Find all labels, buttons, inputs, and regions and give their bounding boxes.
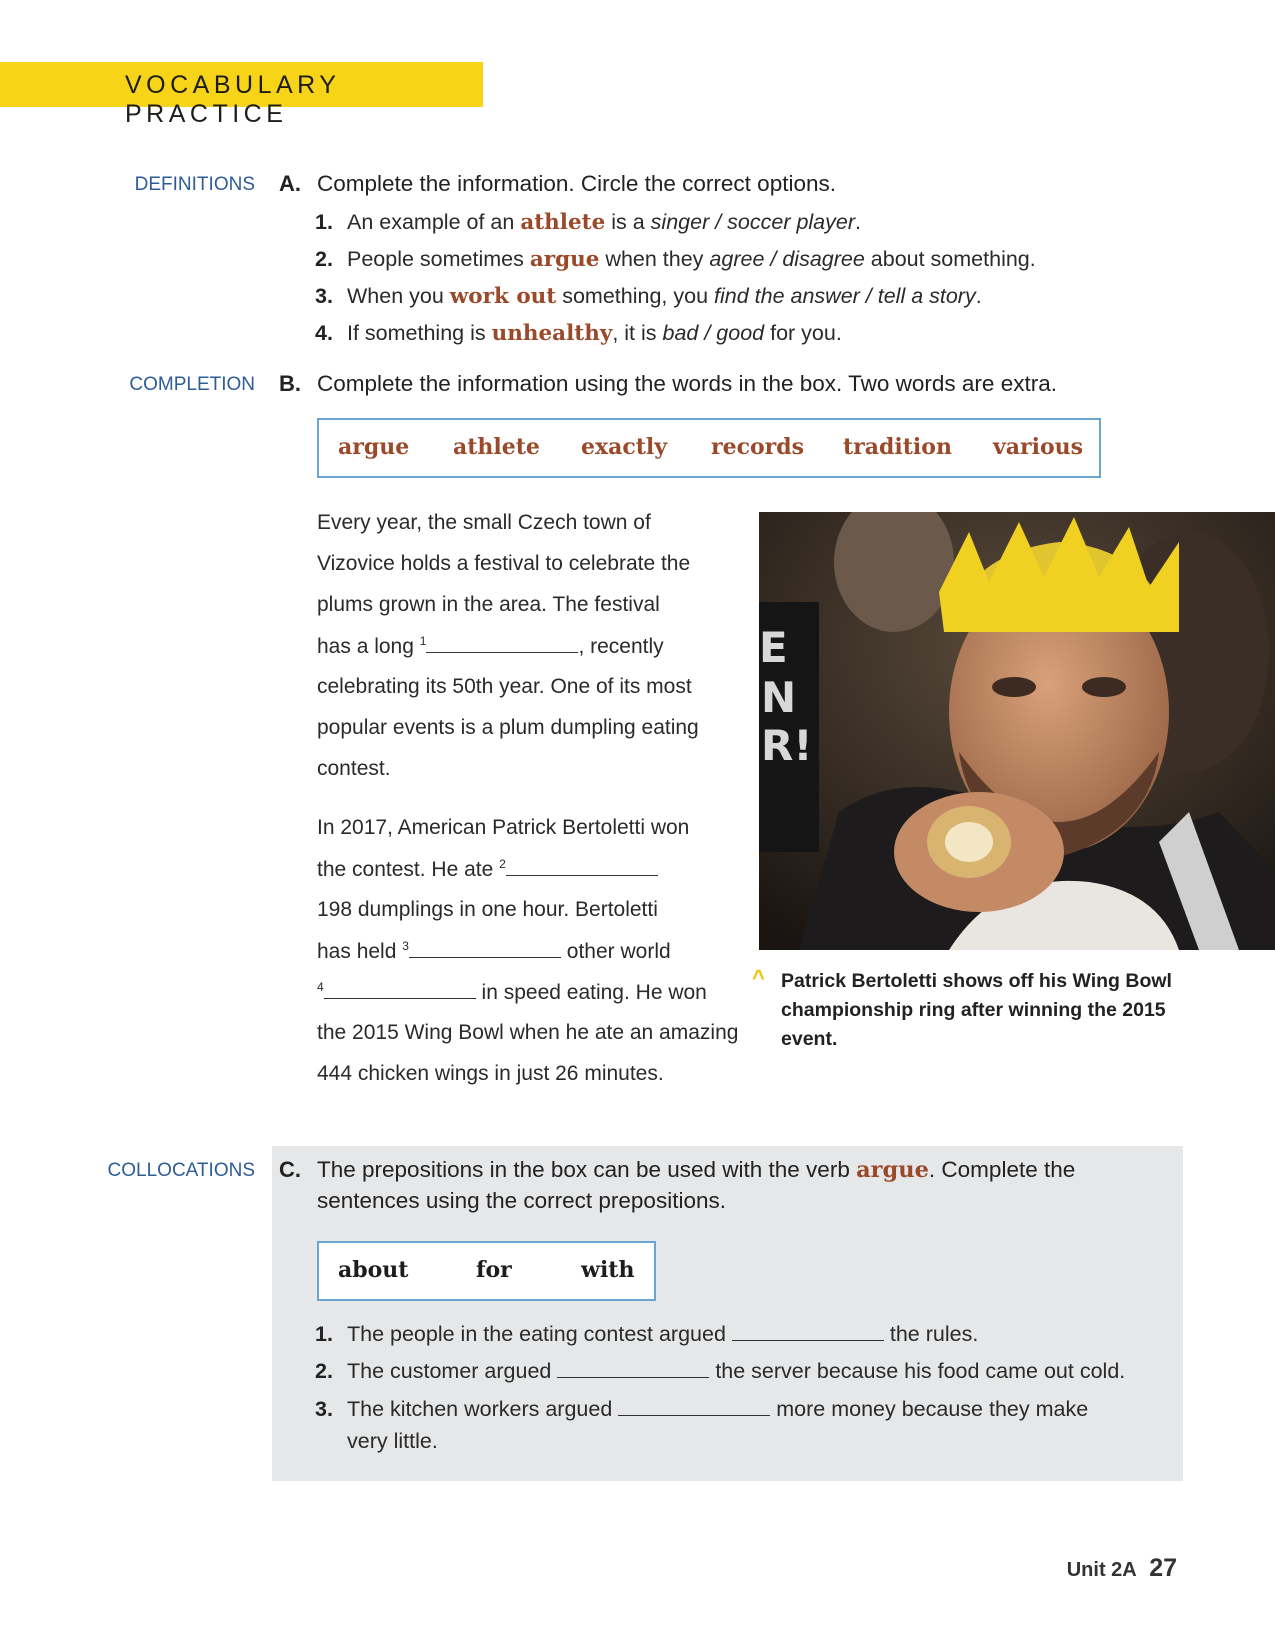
svg-text:R!: R! xyxy=(761,721,813,770)
blank-number: 2 xyxy=(499,857,506,871)
page-footer xyxy=(1067,1554,1177,1583)
paragraph-text: has held xyxy=(317,940,397,963)
definition-item-2 xyxy=(315,247,1036,272)
paragraph-line: Vizovice holds a festival to celebrate the xyxy=(317,552,691,575)
collocation-item-3 xyxy=(315,1397,1088,1422)
side-label-collocations: COLLOCATIONS xyxy=(107,1160,255,1181)
item-text: is a xyxy=(605,210,651,234)
item-text: The people in the eating contest argued xyxy=(347,1322,732,1346)
section-b-instruction: Complete the information using the words in the box. Two words are extra. xyxy=(317,371,1057,396)
item-text: the rules. xyxy=(883,1322,979,1346)
word-box-item: various xyxy=(993,434,1084,460)
blank-number: 4 xyxy=(317,980,324,994)
paragraph-line: 198 dumplings in one hour. Bertoletti xyxy=(317,898,658,921)
section-banner xyxy=(0,62,483,128)
preposition-item: about xyxy=(338,1257,409,1283)
paragraph-line: celebrating its 50th year. One of its most xyxy=(317,675,692,698)
paragraph-line: popular events is a plum dumpling eating xyxy=(317,716,699,739)
preposition-item: for xyxy=(476,1257,512,1283)
blank-number: 1 xyxy=(419,634,427,648)
paragraph-line-blank-3 xyxy=(317,939,671,964)
answer-options[interactable]: agree / disagree xyxy=(709,247,865,271)
item-text: People sometimes xyxy=(347,247,530,271)
key-word: athlete xyxy=(520,210,606,235)
item-number: 4. xyxy=(315,321,333,345)
banner-title: VOCABULARY PRACTICE xyxy=(125,71,340,128)
answer-blank-2[interactable] xyxy=(506,857,658,876)
paragraph-line: contest. xyxy=(317,757,391,780)
answer-options[interactable]: singer / soccer player xyxy=(650,210,856,234)
definition-item-3 xyxy=(315,284,982,309)
paragraph-line: the 2015 Wing Bowl when he ate an amazing xyxy=(317,1021,739,1044)
item-text: the server because his food came out cold. xyxy=(709,1359,1126,1383)
key-word: argue xyxy=(856,1157,929,1183)
paragraph-text: the contest. He ate xyxy=(317,858,494,881)
item-number: 1. xyxy=(315,1322,333,1346)
word-box-item: records xyxy=(711,434,805,460)
side-label-definitions: DEFINITIONS xyxy=(134,174,255,195)
preposition-box xyxy=(317,1241,656,1301)
item-text: An example of an xyxy=(347,210,521,234)
answer-options[interactable]: bad / good xyxy=(662,321,765,345)
item-text: about something. xyxy=(864,247,1036,271)
item-number: 3. xyxy=(315,284,333,308)
paragraph-line: 444 chicken wings in just 26 minutes. xyxy=(317,1062,664,1085)
word-box-item: athlete xyxy=(453,434,540,460)
item-number: 1. xyxy=(315,210,333,234)
answer-blank-4[interactable] xyxy=(324,980,476,999)
item-text: , it is xyxy=(612,321,663,345)
paragraph-line: In 2017, American Patrick Bertoletti won xyxy=(317,816,690,839)
definition-item-4 xyxy=(315,321,842,346)
section-b-letter: B. xyxy=(279,371,301,396)
item-text: for you. xyxy=(764,321,842,345)
paragraph-line: plums grown in the area. The festival xyxy=(317,593,660,616)
paragraph-line-blank-1 xyxy=(317,634,664,659)
paragraph-text: other world xyxy=(566,940,671,963)
answer-options[interactable]: find the answer / tell a story xyxy=(714,284,976,308)
word-box xyxy=(317,418,1101,478)
blank-number: 3 xyxy=(402,939,409,953)
paragraph-text: has a long xyxy=(317,635,414,658)
section-c-instruction xyxy=(317,1157,1075,1183)
contestant-photo xyxy=(759,512,1275,950)
section-c-instruction-line2: sentences using the correct prepositions. xyxy=(317,1188,726,1213)
page-number: 27 xyxy=(1149,1554,1177,1582)
item-text: The kitchen workers argued xyxy=(347,1397,619,1421)
item-text: If something is xyxy=(347,321,492,345)
unit-label: Unit 2A xyxy=(1066,1559,1137,1581)
side-label-completion: COMPLETION xyxy=(129,374,255,395)
paragraph-line-blank-4 xyxy=(317,980,707,1005)
paragraph-line-blank-2 xyxy=(317,857,658,882)
word-box-item: argue xyxy=(338,434,410,460)
item-number: 2. xyxy=(315,247,333,271)
paragraph-line: Every year, the small Czech town of xyxy=(317,511,651,534)
section-a-letter: A. xyxy=(279,171,301,196)
item-text: something, you xyxy=(556,284,715,308)
section-c-letter: C. xyxy=(279,1157,301,1182)
instruction-text: The prepositions in the box can be used with the verb xyxy=(317,1157,857,1182)
collocation-item-3-line2: very little. xyxy=(347,1429,438,1453)
svg-text:E: E xyxy=(759,623,788,672)
item-text: . xyxy=(975,284,982,308)
preposition-item: with xyxy=(581,1257,635,1283)
caption-caret-icon: ^ xyxy=(752,965,765,990)
svg-text:N: N xyxy=(761,673,797,722)
item-text: The customer argued xyxy=(347,1359,558,1383)
word-box-item: tradition xyxy=(843,434,952,460)
answer-blank-1[interactable] xyxy=(426,634,578,653)
answer-blank-3[interactable] xyxy=(409,939,561,958)
item-text: When you xyxy=(347,284,450,308)
photo-caption: Patrick Bertoletti shows off his Wing Bowl championship ring after winning the 2015 event. xyxy=(781,970,1172,1050)
paragraph-text: , recently xyxy=(578,635,664,658)
answer-blank[interactable] xyxy=(618,1397,770,1416)
key-word: unhealthy xyxy=(491,321,613,346)
item-text: more money because they make xyxy=(770,1397,1089,1421)
section-a-instruction: Complete the information. Circle the correct options. xyxy=(317,171,836,196)
instruction-text: . Complete the xyxy=(928,1157,1076,1182)
item-number: 2. xyxy=(315,1359,333,1383)
key-word: argue xyxy=(529,247,600,272)
collocation-item-1 xyxy=(315,1322,978,1347)
item-number: 3. xyxy=(315,1397,333,1421)
item-text: when they xyxy=(599,247,710,271)
paragraph-text: in speed eating. He won xyxy=(481,981,707,1004)
definition-item-1 xyxy=(315,210,861,235)
photo-illustration xyxy=(759,512,1275,950)
answer-blank[interactable] xyxy=(732,1322,884,1341)
item-text: . xyxy=(855,210,861,234)
word-box-item: exactly xyxy=(581,434,668,460)
key-word: work out xyxy=(449,284,557,309)
answer-blank[interactable] xyxy=(557,1359,709,1378)
collocation-item-2 xyxy=(315,1359,1125,1384)
